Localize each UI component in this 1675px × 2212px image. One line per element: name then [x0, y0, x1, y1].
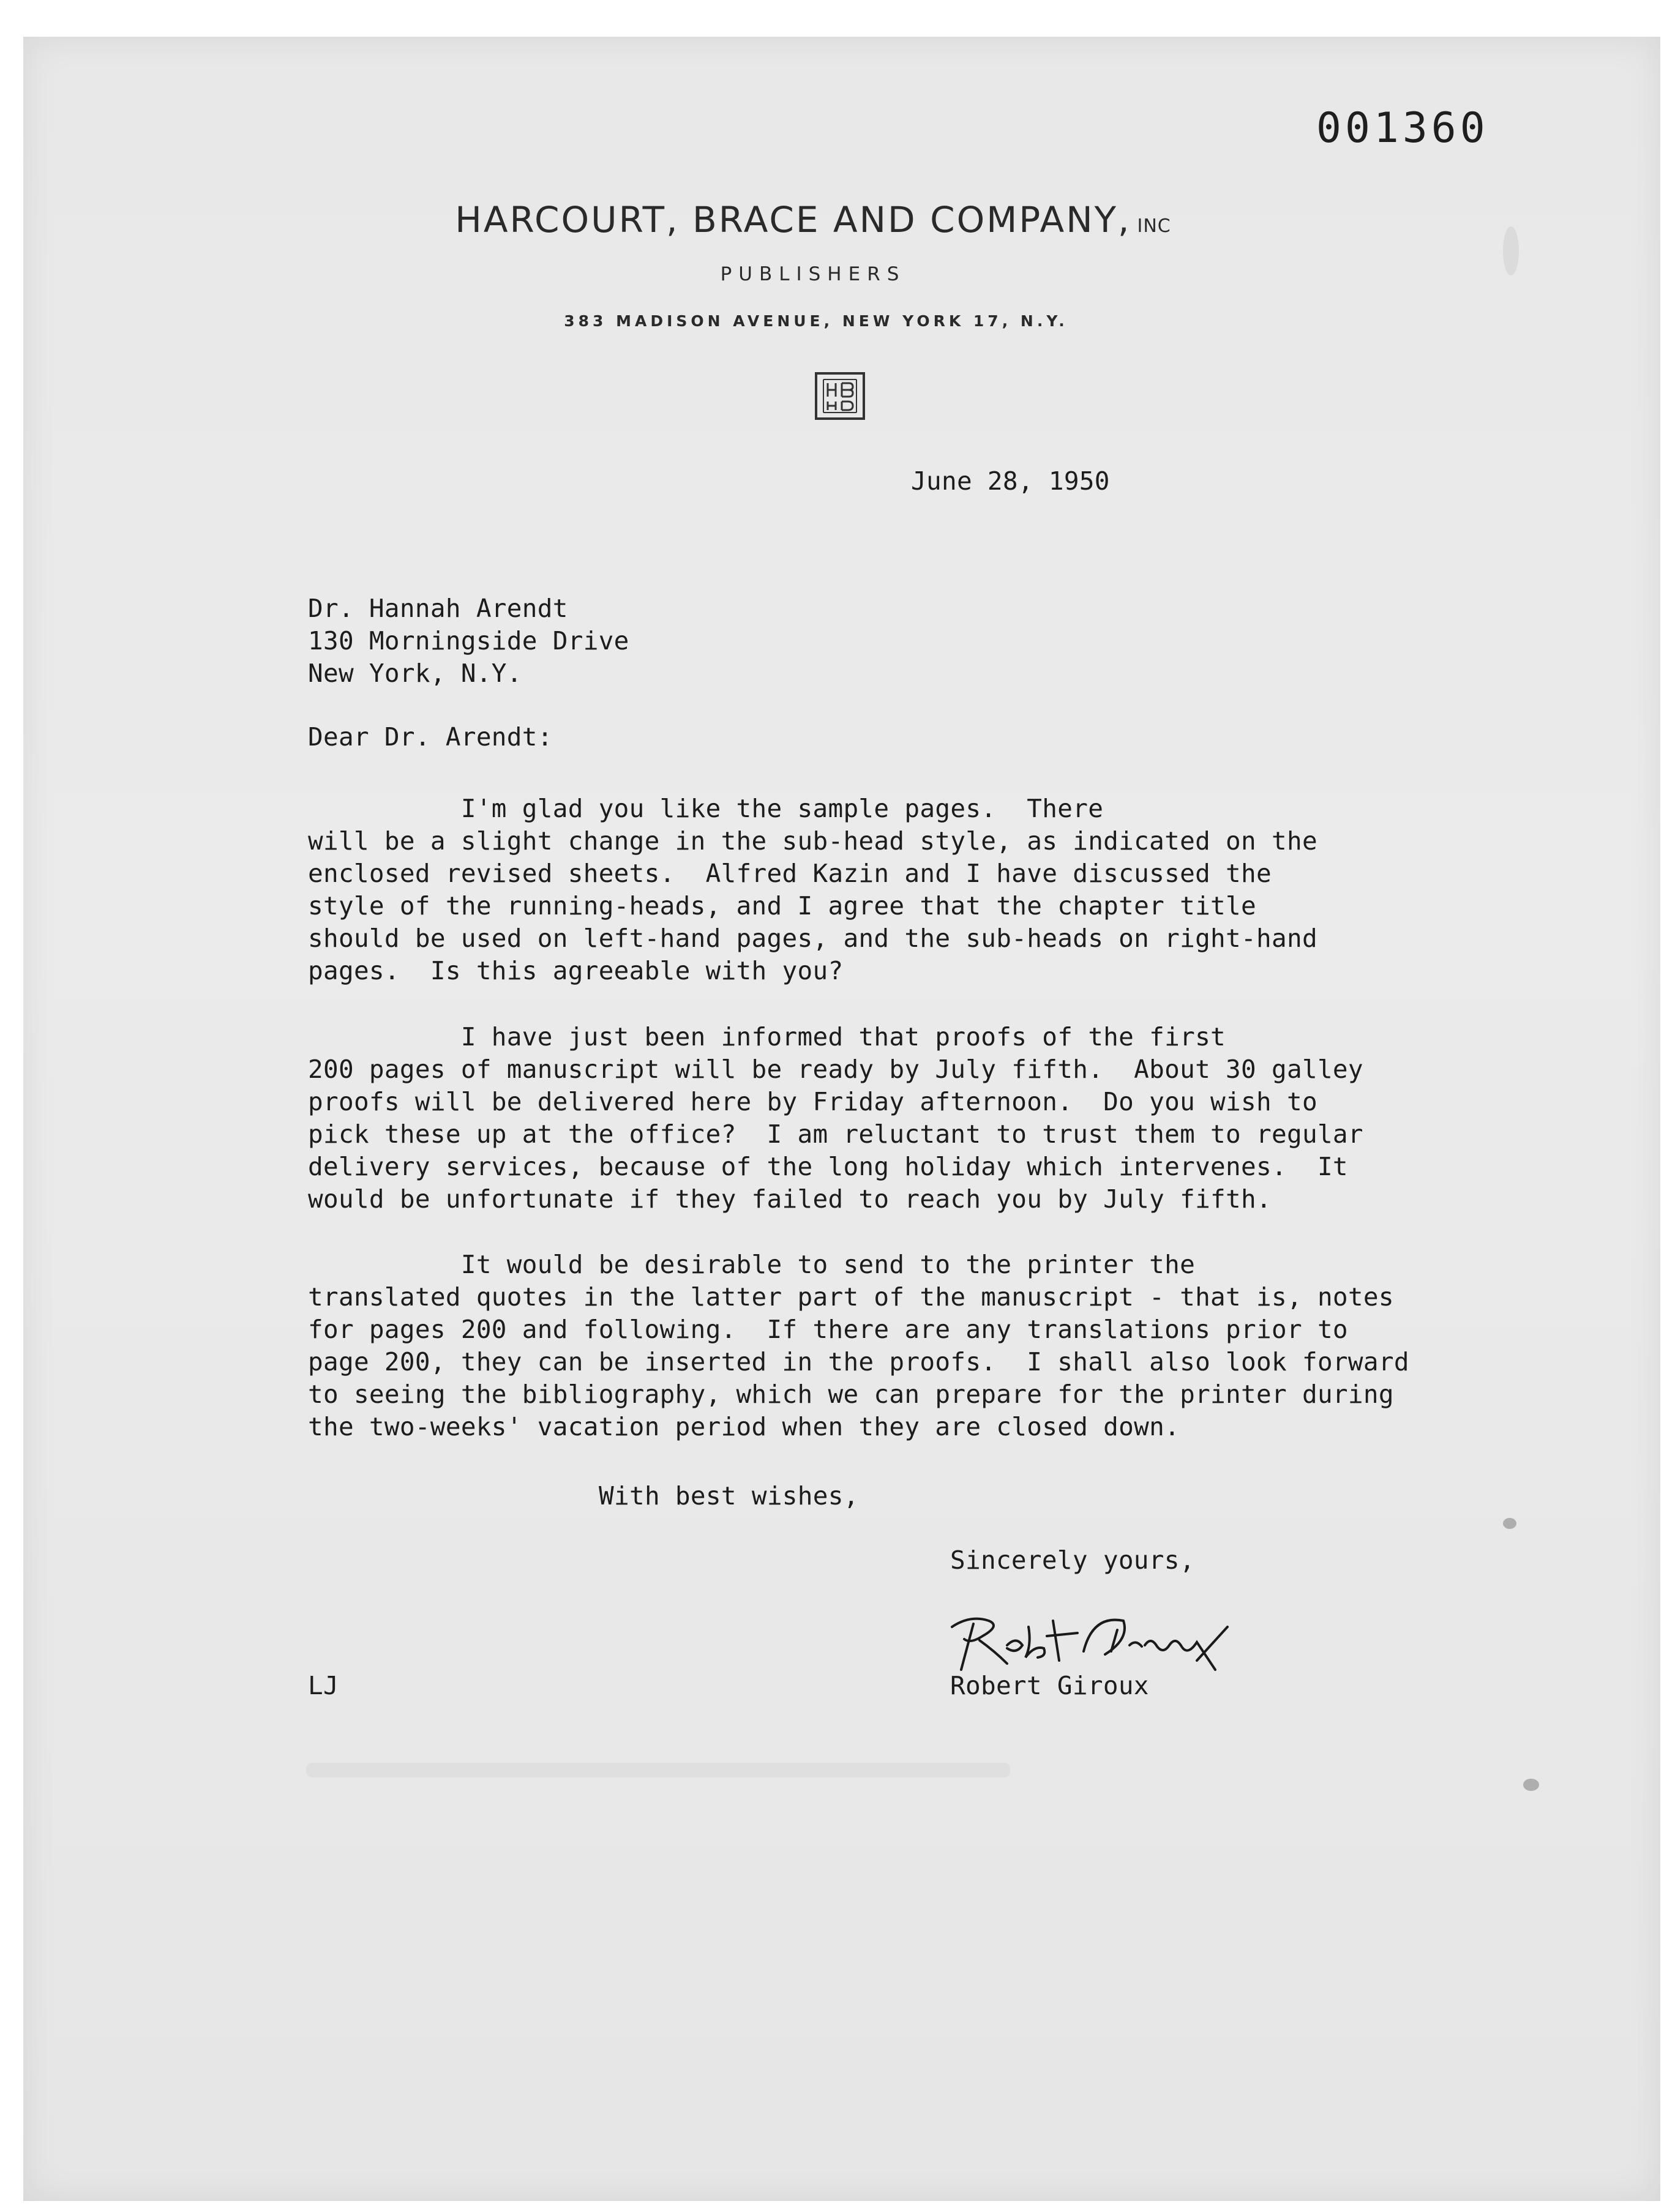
signer-name: Robert Giroux [950, 1671, 1149, 1700]
paragraph-line: will be a slight change in the sub-head style, as indicated on the [308, 826, 1317, 856]
publisher-logo-icon [815, 372, 865, 420]
paragraph-1 [308, 793, 1317, 987]
paragraph-line: I'm glad you like the sample pages. There [308, 794, 1104, 823]
paragraph-line: pages. Is this agreeable with you? [308, 956, 844, 985]
paragraph-line: page 200, they can be inserted in the proofs. I shall also look forward [308, 1347, 1409, 1377]
paragraph-line: style of the running-heads, and I agree that the chapter title [308, 891, 1257, 921]
faint-offset-text [306, 1763, 1010, 1777]
handwritten-signature [946, 1602, 1240, 1676]
paragraph-line: delivery services, because of the long holiday which intervenes. It [308, 1152, 1348, 1181]
recipient-line: 130 Morningside Drive [308, 626, 629, 656]
paragraph-line: for pages 200 and following. If there are any translations prior to [308, 1315, 1348, 1344]
salutation: Dear Dr. Arendt: [308, 722, 553, 752]
paragraph-line: to seeing the bibliography, which we can prepare for the printer during [308, 1380, 1394, 1409]
document-number: 001360 [1316, 104, 1489, 152]
paragraph-3 [308, 1249, 1409, 1443]
letterhead-publishers: PUBLISHERS [720, 263, 906, 285]
letterhead-address: 383 MADISON AVENUE, NEW YORK 17, N.Y. [564, 312, 1068, 330]
paragraph-line: 200 pages of manuscript will be ready by July fifth. About 30 galley [308, 1055, 1363, 1084]
paragraph-line: pick these up at the office? I am reluctant to trust them to regular [308, 1119, 1363, 1149]
paragraph-line: translated quotes in the latter part of the manuscript - that is, notes [308, 1282, 1394, 1312]
paragraph-line: should be used on left-hand pages, and the sub-heads on right-hand [308, 924, 1317, 953]
paragraph-line: I have just been informed that proofs of the first [308, 1022, 1226, 1052]
company-name: HARCOURT, BRACE AND COMPANY, [455, 199, 1131, 241]
paragraph-2 [308, 1021, 1363, 1216]
paper-smudge [1503, 226, 1519, 275]
paragraph-line: would be unfortunate if they failed to reach you by July fifth. [308, 1184, 1272, 1214]
closing-wishes: With best wishes, [599, 1481, 859, 1511]
typist-initials: LJ [308, 1671, 339, 1700]
letterhead-company [0, 199, 1651, 241]
paper-smudge [1503, 1518, 1516, 1529]
closing: Sincerely yours, [950, 1545, 1195, 1575]
recipient-line: New York, N.Y. [308, 659, 522, 688]
company-suffix: INC [1137, 215, 1171, 237]
paragraph-line: It would be desirable to send to the printer the [308, 1250, 1196, 1279]
paper-smudge [1523, 1779, 1539, 1791]
letter-date: June 28, 1950 [911, 466, 1110, 496]
recipient-line: Dr. Hannah Arendt [308, 594, 568, 623]
recipient-address [308, 592, 629, 690]
paragraph-line: enclosed revised sheets. Alfred Kazin and I have discussed the [308, 859, 1272, 888]
paragraph-line: the two-weeks' vacation period when they are closed down. [308, 1412, 1180, 1441]
paragraph-line: proofs will be delivered here by Friday afternoon. Do you wish to [308, 1087, 1317, 1116]
